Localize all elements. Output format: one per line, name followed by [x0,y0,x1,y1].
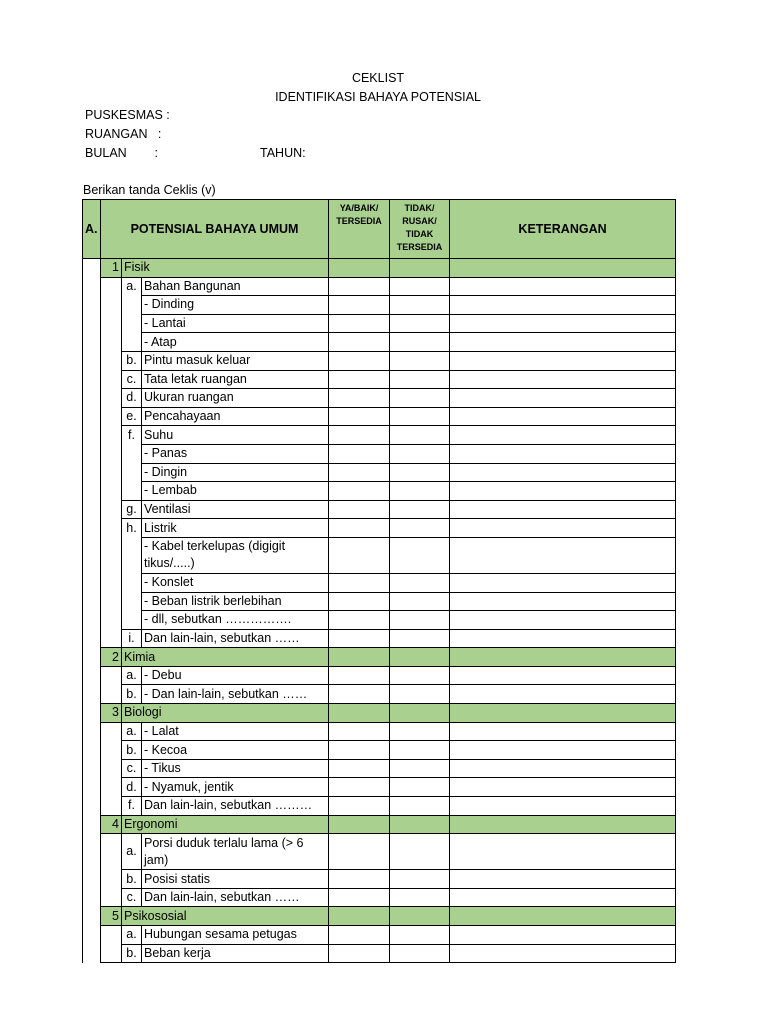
row-gutter [83,370,101,389]
table-row [83,797,676,816]
ya-cell[interactable] [329,519,390,538]
item-letter: d. [122,389,142,408]
item-letter: c. [122,759,142,778]
table-row [83,426,676,445]
keterangan-cell[interactable] [450,482,676,501]
keterangan-cell[interactable] [450,741,676,760]
field-bulan: BULAN : [85,146,158,160]
section-name: Psikososial [122,907,329,926]
tidak-cell[interactable] [390,277,450,296]
table-row [83,666,676,685]
table-row [83,573,676,592]
section-number: 2 [101,648,122,667]
ya-cell[interactable] [329,759,390,778]
table-row [83,537,676,573]
item-letter: a. [122,277,142,296]
keterangan-cell[interactable] [450,611,676,630]
item-letter: g. [122,500,142,519]
section-fill [450,704,676,723]
section-fill [329,815,390,834]
tidak-cell[interactable] [390,759,450,778]
field-tahun: TAHUN: [260,146,306,160]
ya-cell[interactable] [329,666,390,685]
table-row [83,870,676,889]
ya-cell[interactable] [329,389,390,408]
item-letter [122,573,142,592]
item-text: - Kabel terkelupas (digigit tikus/.....) [142,537,329,573]
row-number-gutter [101,611,122,630]
row-gutter [83,888,101,907]
tidak-cell[interactable] [390,537,450,573]
tidak-cell[interactable] [390,519,450,538]
item-letter [122,444,142,463]
item-letter: f. [122,797,142,816]
table-row [83,333,676,352]
section-fill [390,907,450,926]
row-number-gutter [101,296,122,315]
row-number-gutter [101,797,122,816]
document-subtitle: IDENTIFIKASI BAHAYA POTENSIAL [275,90,481,104]
ya-cell[interactable] [329,463,390,482]
item-text: - Atap [142,333,329,352]
row-number-gutter [101,592,122,611]
tidak-cell[interactable] [390,611,450,630]
tidak-cell[interactable] [390,482,450,501]
tidak-cell[interactable] [390,685,450,704]
row-gutter [83,519,101,538]
item-letter: d. [122,778,142,797]
table-row [83,519,676,538]
table-row [83,444,676,463]
item-letter [122,296,142,315]
item-letter: h. [122,519,142,538]
instruction-text: Berikan tanda Ceklis (v) [83,183,216,197]
col-header-keterangan: KETERANGAN [450,200,676,259]
table-row [83,685,676,704]
tidak-cell[interactable] [390,944,450,963]
row-gutter [83,741,101,760]
table-row [83,926,676,945]
row-number-gutter [101,407,122,426]
tidak-cell[interactable] [390,296,450,315]
tidak-cell[interactable] [390,778,450,797]
row-gutter [83,797,101,816]
section-fill [329,907,390,926]
row-number-gutter [101,482,122,501]
tidak-cell[interactable] [390,926,450,945]
item-text: Beban kerja [142,944,329,963]
keterangan-cell[interactable] [450,629,676,648]
ya-cell[interactable] [329,314,390,333]
row-gutter [83,926,101,945]
tidak-cell[interactable] [390,666,450,685]
tidak-cell[interactable] [390,444,450,463]
item-text: - Lalat [142,722,329,741]
ya-cell[interactable] [329,741,390,760]
keterangan-cell[interactable] [450,500,676,519]
row-number-gutter [101,834,122,870]
table-row [83,296,676,315]
section-number: 1 [101,259,122,278]
row-number-gutter [101,888,122,907]
row-number-gutter [101,629,122,648]
item-text: - Panas [142,444,329,463]
table-row [83,944,676,963]
section-fill [390,815,450,834]
table-row [83,463,676,482]
row-gutter [83,592,101,611]
row-gutter [83,611,101,630]
item-letter: b. [122,870,142,889]
row-gutter [83,351,101,370]
keterangan-cell[interactable] [450,444,676,463]
ya-cell[interactable] [329,426,390,445]
item-text: Hubungan sesama petugas [142,926,329,945]
item-text: Dan lain-lain, sebutkan …… [142,888,329,907]
item-text: - Dingin [142,463,329,482]
keterangan-cell[interactable] [450,573,676,592]
item-letter [122,314,142,333]
item-letter: b. [122,685,142,704]
table-row [83,759,676,778]
row-gutter [83,314,101,333]
item-text: Suhu [142,426,329,445]
tidak-cell[interactable] [390,629,450,648]
item-text: - Tikus [142,759,329,778]
tidak-cell[interactable] [390,722,450,741]
row-number-gutter [101,370,122,389]
keterangan-cell[interactable] [450,834,676,870]
keterangan-cell[interactable] [450,351,676,370]
row-number-gutter [101,444,122,463]
tidak-cell[interactable] [390,333,450,352]
row-number-gutter [101,944,122,963]
row-number-gutter [101,666,122,685]
tidak-cell[interactable] [390,834,450,870]
row-number-gutter [101,519,122,538]
table-row [83,888,676,907]
keterangan-cell[interactable] [450,426,676,445]
row-gutter [83,666,101,685]
item-letter: a. [122,666,142,685]
keterangan-cell[interactable] [450,759,676,778]
tidak-cell[interactable] [390,888,450,907]
keterangan-cell[interactable] [450,277,676,296]
row-gutter [83,759,101,778]
ya-cell[interactable] [329,537,390,573]
section-fill [329,648,390,667]
ya-cell[interactable] [329,685,390,704]
row-number-gutter [101,573,122,592]
row-gutter [83,944,101,963]
row-gutter [83,296,101,315]
section-fill [390,648,450,667]
keterangan-cell[interactable] [450,296,676,315]
row-gutter [83,426,101,445]
ya-cell[interactable] [329,482,390,501]
tidak-cell[interactable] [390,370,450,389]
keterangan-cell[interactable] [450,333,676,352]
section-fill [390,704,450,723]
row-gutter [83,333,101,352]
item-letter: f. [122,426,142,445]
table-row [83,314,676,333]
tidak-cell[interactable] [390,592,450,611]
ya-cell[interactable] [329,888,390,907]
ya-cell[interactable] [329,351,390,370]
section-name: Kimia [122,648,329,667]
item-letter: b. [122,741,142,760]
section-letter: A. [83,200,101,259]
item-letter: i. [122,629,142,648]
keterangan-cell[interactable] [450,870,676,889]
keterangan-cell[interactable] [450,722,676,741]
row-number-gutter [101,778,122,797]
ya-cell[interactable] [329,611,390,630]
row-number-gutter [101,500,122,519]
item-letter [122,463,142,482]
row-gutter [83,685,101,704]
table-row [83,277,676,296]
keterangan-cell[interactable] [450,407,676,426]
table-row [83,778,676,797]
item-letter: c. [122,370,142,389]
item-text: - Kecoa [142,741,329,760]
row-gutter [83,444,101,463]
row-number-gutter [101,426,122,445]
section-gutter [83,648,101,667]
item-text: - dll, sebutkan ……………. [142,611,329,630]
item-text: Posisi statis [142,870,329,889]
keterangan-cell[interactable] [450,778,676,797]
section-row [83,259,676,278]
col-header-potensial: POTENSIAL BAHAYA UMUM [101,200,329,259]
item-letter [122,482,142,501]
item-text: Tata letak ruangan [142,370,329,389]
section-fill [450,907,676,926]
tidak-cell[interactable] [390,797,450,816]
ya-cell[interactable] [329,333,390,352]
section-fill [450,815,676,834]
table-row [83,722,676,741]
row-gutter [83,778,101,797]
tidak-cell[interactable] [390,351,450,370]
row-number-gutter [101,722,122,741]
keterangan-cell[interactable] [450,666,676,685]
section-fill [450,259,676,278]
item-text: - Konslet [142,573,329,592]
item-text: - Lembab [142,482,329,501]
item-letter: b. [122,351,142,370]
section-row [83,815,676,834]
keterangan-cell[interactable] [450,797,676,816]
table-row [83,834,676,870]
section-number: 5 [101,907,122,926]
row-gutter [83,722,101,741]
keterangan-cell[interactable] [450,537,676,573]
ya-cell[interactable] [329,834,390,870]
item-letter: c. [122,888,142,907]
row-gutter [83,277,101,296]
row-gutter [83,482,101,501]
tidak-cell[interactable] [390,463,450,482]
ya-cell[interactable] [329,444,390,463]
section-fill [450,648,676,667]
field-ruangan: RUANGAN : [85,127,162,141]
row-gutter [83,537,101,573]
table-row [83,611,676,630]
item-text: - Debu [142,666,329,685]
table-row [83,500,676,519]
row-number-gutter [101,463,122,482]
table-row [83,741,676,760]
tidak-cell[interactable] [390,573,450,592]
section-row [83,907,676,926]
ya-cell[interactable] [329,592,390,611]
item-letter: b. [122,944,142,963]
table-row [83,482,676,501]
item-text: - Lantai [142,314,329,333]
keterangan-cell[interactable] [450,463,676,482]
item-letter [122,537,142,573]
field-puskesmas: PUSKESMAS : [85,108,170,122]
section-gutter [83,704,101,723]
item-letter [122,592,142,611]
section-fill [329,259,390,278]
row-gutter [83,629,101,648]
item-text: Bahan Bangunan [142,277,329,296]
tidak-cell[interactable] [390,741,450,760]
section-fill [390,259,450,278]
checklist-table [82,199,676,963]
section-row [83,648,676,667]
ya-cell[interactable] [329,944,390,963]
ya-cell[interactable] [329,277,390,296]
item-text: Listrik [142,519,329,538]
item-text: Pencahayaan [142,407,329,426]
item-text: - Nyamuk, jentik [142,778,329,797]
row-number-gutter [101,870,122,889]
row-number-gutter [101,389,122,408]
ya-cell[interactable] [329,778,390,797]
row-number-gutter [101,351,122,370]
col-header-ya: YA/BAIK/ TERSEDIA [329,200,390,259]
row-gutter [83,407,101,426]
ya-cell[interactable] [329,722,390,741]
item-text: Ukuran ruangan [142,389,329,408]
row-gutter [83,573,101,592]
row-gutter [83,463,101,482]
section-name: Fisik [122,259,329,278]
document-title: CEKLIST [351,71,405,85]
row-gutter [83,834,101,870]
tidak-cell[interactable] [390,870,450,889]
table-row [83,370,676,389]
table-row [83,407,676,426]
table-row [83,592,676,611]
ya-cell[interactable] [329,296,390,315]
keterangan-cell[interactable] [450,685,676,704]
row-number-gutter [101,685,122,704]
item-letter [122,333,142,352]
keterangan-cell[interactable] [450,926,676,945]
ya-cell[interactable] [329,797,390,816]
tidak-cell[interactable] [390,407,450,426]
item-text: Dan lain-lain, sebutkan …… [142,629,329,648]
section-row [83,704,676,723]
item-letter: e. [122,407,142,426]
section-number: 3 [101,704,122,723]
item-text: - Beban listrik berlebihan [142,592,329,611]
item-text: - Dinding [142,296,329,315]
item-letter: a. [122,834,142,870]
col-header-tidak: TIDAK/ RUSAK/ TIDAK TERSEDIA [390,200,450,259]
row-gutter [83,500,101,519]
keterangan-cell[interactable] [450,389,676,408]
row-number-gutter [101,277,122,296]
ya-cell[interactable] [329,629,390,648]
section-gutter [83,815,101,834]
row-number-gutter [101,537,122,573]
keterangan-cell[interactable] [450,519,676,538]
item-text: Pintu masuk keluar [142,351,329,370]
table-row [83,389,676,408]
section-name: Ergonomi [122,815,329,834]
keterangan-cell[interactable] [450,944,676,963]
ya-cell[interactable] [329,407,390,426]
item-letter: a. [122,722,142,741]
item-letter: a. [122,926,142,945]
keterangan-cell[interactable] [450,314,676,333]
item-letter [122,611,142,630]
section-name: Biologi [122,704,329,723]
keterangan-cell[interactable] [450,592,676,611]
ya-cell[interactable] [329,370,390,389]
table-row [83,351,676,370]
row-number-gutter [101,759,122,778]
tidak-cell[interactable] [390,389,450,408]
tidak-cell[interactable] [390,314,450,333]
table-header-row [83,200,676,259]
row-gutter [83,870,101,889]
table-row [83,629,676,648]
section-fill [329,704,390,723]
keterangan-cell[interactable] [450,370,676,389]
ya-cell[interactable] [329,500,390,519]
row-gutter [83,389,101,408]
section-number: 4 [101,815,122,834]
item-text: Ventilasi [142,500,329,519]
row-number-gutter [101,333,122,352]
tidak-cell[interactable] [390,500,450,519]
row-number-gutter [101,926,122,945]
ya-cell[interactable] [329,926,390,945]
item-text: Porsi duduk terlalu lama (> 6 jam) [142,834,329,870]
section-gutter [83,259,101,278]
item-text: - Dan lain-lain, sebutkan …… [142,685,329,704]
ya-cell[interactable] [329,870,390,889]
row-number-gutter [101,741,122,760]
section-gutter [83,907,101,926]
tidak-cell[interactable] [390,426,450,445]
keterangan-cell[interactable] [450,888,676,907]
item-text: Dan lain-lain, sebutkan ……… [142,797,329,816]
ya-cell[interactable] [329,573,390,592]
row-number-gutter [101,314,122,333]
